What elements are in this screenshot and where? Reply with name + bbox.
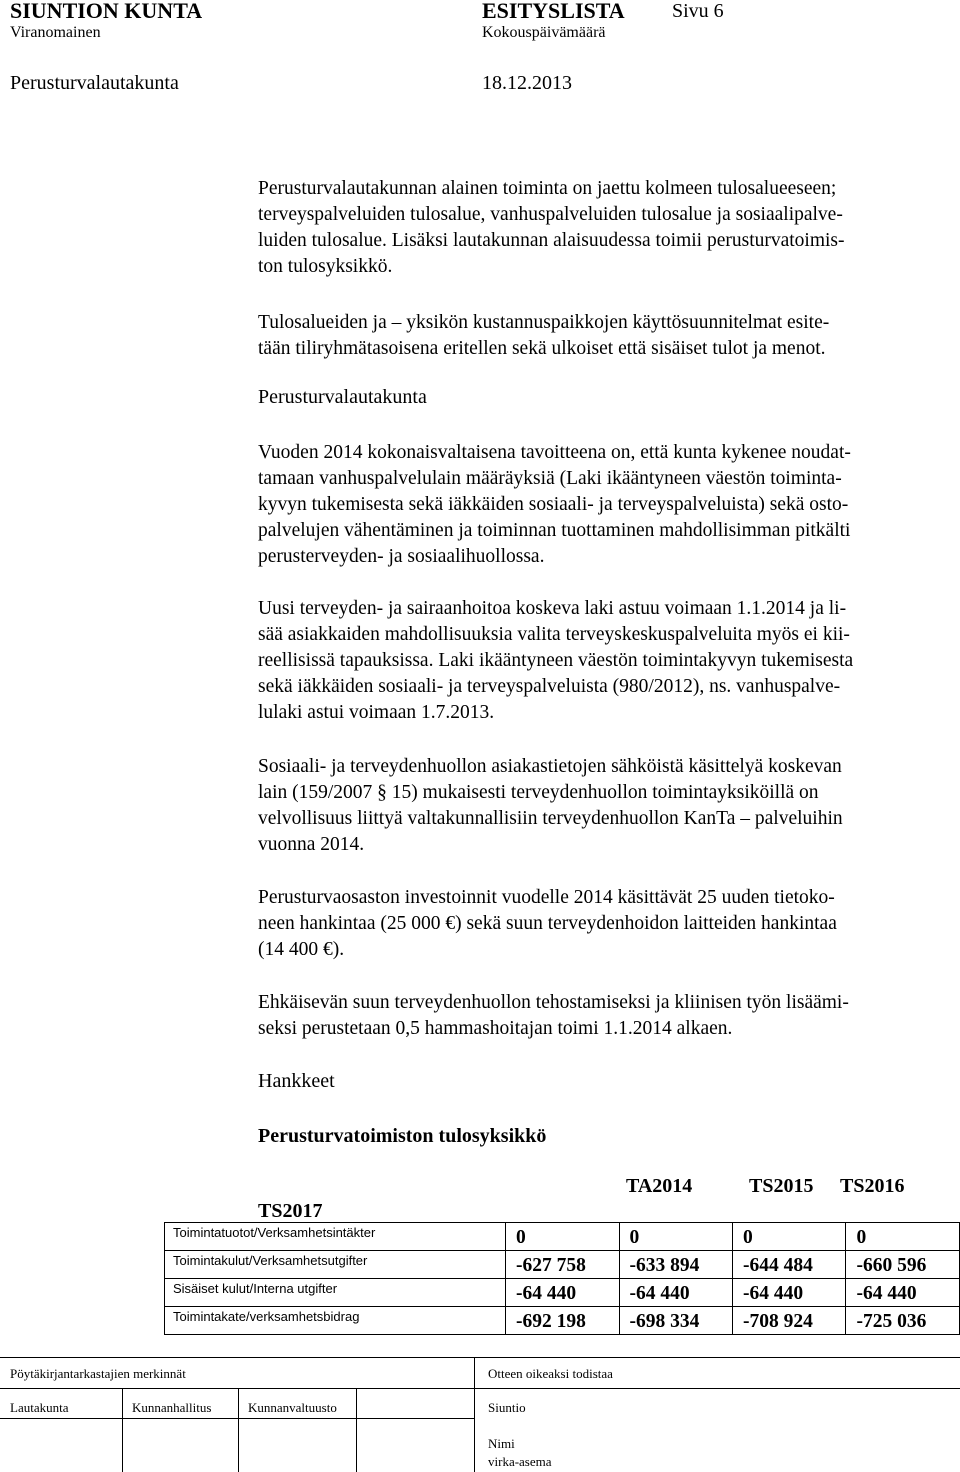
text-line: seksi perustetaan 0,5 hammashoitajan toimi 1.1.2014 alkaen. xyxy=(258,1018,733,1039)
table-cell: 0 xyxy=(506,1223,619,1251)
page-number: Sivu 6 xyxy=(672,0,724,22)
column-header-ts2016: TS2016 xyxy=(840,1175,905,1197)
text-line: lain (159/2007 § 15) mukaisesti terveydenhuollon toimintayksiköillä on xyxy=(258,782,819,803)
text-line: terveyspalveluiden tulosalue, vanhuspalveluiden tulosalue ja sosiaalipalve- xyxy=(258,204,843,225)
paragraph-goals-2014 xyxy=(258,440,948,570)
table-cell: 0 xyxy=(619,1223,732,1251)
footer-divider xyxy=(0,1418,474,1419)
table-row xyxy=(165,1223,960,1251)
text-line: tamaan vanhuspalvelulain määräyksiä (Laki ikääntyneen väestön toiminta- xyxy=(258,468,842,489)
text-line: Sosiaali- ja terveydenhuollon asiakastietojen sähköistä käsittelyä koskevan xyxy=(258,756,842,777)
authority-label: Viranomainen xyxy=(10,24,101,41)
column-header-ts2015: TS2015 xyxy=(749,1175,814,1197)
table-cell: -708 924 xyxy=(732,1307,845,1335)
meeting-date-label: Kokouspäivämäärä xyxy=(482,24,606,41)
table-cell: -633 894 xyxy=(619,1251,732,1279)
text-line: luiden tulosalue. Lisäksi lautakunnan alaisuudessa toimii perusturvatoimis- xyxy=(258,230,845,251)
text-line: neen hankintaa (25 000 €) sekä suun terveydenhoidon laitteiden hankintaa xyxy=(258,913,837,934)
table-cell: -64 440 xyxy=(732,1279,845,1307)
table-cell: -644 484 xyxy=(732,1251,845,1279)
text-line: (14 400 €). xyxy=(258,939,345,960)
table-row xyxy=(165,1307,960,1335)
table-cell: -64 440 xyxy=(506,1279,619,1307)
paragraph-kanta xyxy=(258,754,948,858)
column-header-ts2017: TS2017 xyxy=(258,1200,323,1222)
footer-board: Lautakunta xyxy=(10,1400,69,1415)
footer-certified-label: Otteen oikeaksi todistaa xyxy=(488,1366,613,1381)
text-line: Uusi terveyden- ja sairaanhoitoa koskeva laki astuu voimaan 1.1.2014 ja li- xyxy=(258,598,847,619)
text-line: sää asiakkaiden mahdollisuuksia valita terveyskeskuspalveluita myös ei kii- xyxy=(258,624,850,645)
paragraph-budget-plans xyxy=(258,310,948,362)
document-type: ESITYSLISTA xyxy=(482,0,625,23)
text-line: lulaki astui voimaan 1.7.2013. xyxy=(258,702,495,723)
text-line: kyvyn tukemisesta sekä iäkkäiden sosiaali- ja terveyspalveluista) sekä osto- xyxy=(258,494,849,515)
table-cell: -627 758 xyxy=(506,1251,619,1279)
table-row xyxy=(165,1279,960,1307)
section-heading-board: Perusturvalautakunta xyxy=(258,386,427,408)
section-heading-unit: Perusturvatoimiston tulosyksikkö xyxy=(258,1125,547,1147)
paragraph-investments xyxy=(258,885,948,963)
text-line: Vuoden 2014 kokonaisvaltaisena tavoitteena on, että kunta kykenee noudat- xyxy=(258,442,851,463)
table-row xyxy=(165,1251,960,1279)
text-line: ton tulosyksikkö. xyxy=(258,256,393,277)
text-line: reellisissä tapauksissa. Laki ikääntyneen väestön toimintakyvyn tukemisesta xyxy=(258,650,854,671)
footer-divider xyxy=(356,1388,357,1472)
footer-position: virka-asema xyxy=(488,1454,552,1469)
row-label: Toimintatuotot/Verksamhetsintäkter xyxy=(165,1223,506,1251)
municipality-name: SIUNTION KUNTA xyxy=(10,0,203,23)
footer-divider xyxy=(0,1388,960,1389)
text-line: Perusturvaosaston investoinnit vuodelle 2014 käsittävät 25 uuden tietoko- xyxy=(258,887,835,908)
table-cell: -64 440 xyxy=(846,1279,960,1307)
table-cell: -698 334 xyxy=(619,1307,732,1335)
row-label: Toimintakate/verksamhetsbidrag xyxy=(165,1307,506,1335)
table-cell: 0 xyxy=(846,1223,960,1251)
text-line: Ehkäisevän suun terveydenhuollon tehostamiseksi ja kliinisen työn lisäämi- xyxy=(258,992,849,1013)
section-heading-projects: Hankkeet xyxy=(258,1070,335,1092)
paragraph-organization xyxy=(258,176,948,280)
table-cell: 0 xyxy=(732,1223,845,1251)
text-line: tään tiliryhmätasoisena eritellen sekä ulkoiset että sisäiset tulot ja menot. xyxy=(258,338,826,359)
table-cell: -64 440 xyxy=(619,1279,732,1307)
footer-divider xyxy=(122,1388,123,1472)
authority-name: Perusturvalautakunta xyxy=(10,72,179,94)
footer-place: Siuntio xyxy=(488,1400,526,1415)
paragraph-health-law xyxy=(258,596,948,726)
footer-name: Nimi xyxy=(488,1436,515,1451)
financial-table xyxy=(164,1222,960,1335)
column-header-ta2014: TA2014 xyxy=(626,1175,693,1197)
text-line: Perusturvalautakunnan alainen toiminta on jaettu kolmeen tulosalueeseen; xyxy=(258,178,837,199)
footer-minutes-checkers: Pöytäkirjantarkastajien merkinnät xyxy=(10,1366,186,1381)
text-line: Tulosalueiden ja – yksikön kustannuspaikkojen käyttösuunnitelmat esite- xyxy=(258,312,830,333)
page-footer xyxy=(0,1357,960,1472)
row-label: Toimintakulut/Verksamhetsutgifter xyxy=(165,1251,506,1279)
footer-municipal-board: Kunnanhallitus xyxy=(132,1400,212,1415)
text-line: palvelujen vähentäminen ja toiminnan tuottaminen mahdollisimman pitkälti xyxy=(258,520,851,541)
meeting-date: 18.12.2013 xyxy=(482,72,572,94)
text-line: velvollisuus liittyä valtakunnallisiin terveydenhuollon KanTa – palveluihin xyxy=(258,808,843,829)
table-cell: -660 596 xyxy=(846,1251,960,1279)
text-line: sekä iäkkäiden sosiaali- ja terveyspalveluista (980/2012), ns. vanhuspalve- xyxy=(258,676,841,697)
footer-divider xyxy=(238,1388,239,1472)
row-label: Sisäiset kulut/Interna utgifter xyxy=(165,1279,506,1307)
paragraph-dental xyxy=(258,990,948,1042)
footer-council: Kunnanvaltuusto xyxy=(248,1400,337,1415)
table-cell: -725 036 xyxy=(846,1307,960,1335)
text-line: perusterveyden- ja sosiaalihuollossa. xyxy=(258,546,545,567)
text-line: vuonna 2014. xyxy=(258,834,365,855)
table-cell: -692 198 xyxy=(506,1307,619,1335)
footer-divider xyxy=(474,1358,475,1472)
